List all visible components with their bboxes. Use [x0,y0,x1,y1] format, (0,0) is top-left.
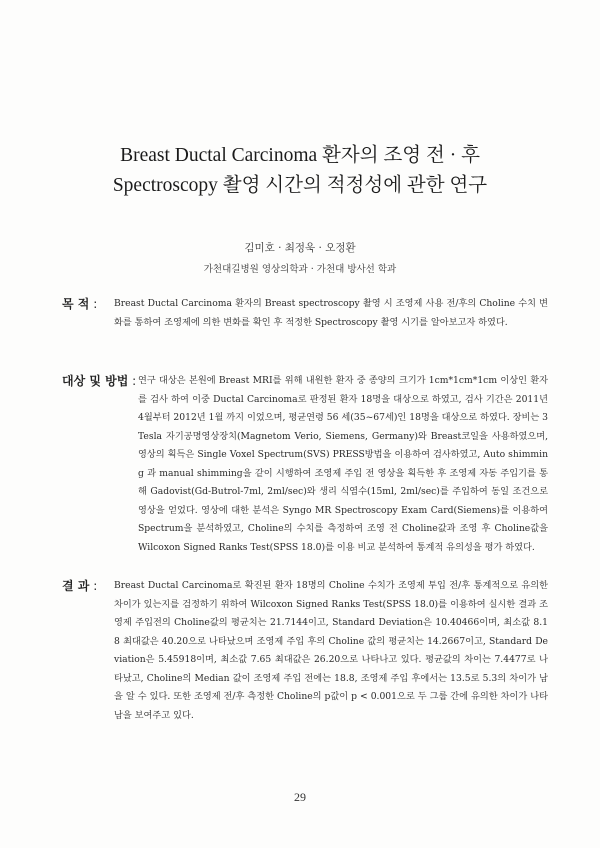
page-number: 29 [294,790,306,804]
title-line-2: Spectroscopy 촬영 시간의 적정성에 관한 연구 [112,175,488,196]
purpose-label: 목 적 : [62,297,98,311]
results-label: 결 과 : [62,579,98,593]
results-label-text: 결 과 [62,579,90,593]
paper-title [40,141,560,201]
affiliation: 가천대길병원 영상의학과 · 가천대 방사선 학과 [203,264,397,275]
authors: 김미호 · 최정욱 · 오정환 [244,242,356,254]
title-line-1: Breast Ductal Carcinoma 환자의 조영 전 · 후 [120,145,480,166]
purpose-label-text: 목 적 [62,297,90,311]
results-text: Breast Ductal Carcinoma로 확진된 환자 18명의 Choline 수치가 조영제 투입 전/후 통계적으로 유의한 차이가 있는지를 검정하기 위하여 Wilcoxon Signed Ranks Test(SPSS 18.0)를 이용하여 실시한 결과 조영제 주입전의 Choline값의 평균치는 21.7144이고, Standard Deviation은 10.40466이며, 최소값 8.18 최대값은 40.20으로 나타났으며 조영제 주입 후의 Choline 값의 평균치는 14.2667이고, Standard Deviation은 5.45918이며, 최소값 7.65 최대값은 26.20으로 나타나고 있다. 평균값의 차이는 7.4477로 나타났고, Choline의 Median 값이 조영제 주입 전에는 18.8, 조영제 주입 후에서는 13.5로 5.3의 차이가 남을 알 수 있다. 또한 조영제 전/후 측정한 Choline의 p값이 p < 0.001으로 두 그룹 간에 유의한 차이가 나타남을 보여주고 있다. [114,580,548,721]
methods-section [62,372,548,562]
purpose-text: Breast Ductal Carcinoma 환자의 Breast spectroscopy 촬영 시 조영제 사용 전/후의 Choline 수치 변화를 통하여 조영제에 의한 변화를 확인 후 적정한 Spectroscopy 촬영 시기를 알아보고자 하였다. [114,298,548,328]
results-section [62,577,548,747]
purpose-section [62,295,548,355]
methods-label-text: 대상 및 방법 [62,374,129,388]
methods-text: 연구 대상은 본원에 Breast MRI를 위해 내원한 환자 중 종양의 크기가 1cm*1cm*1cm 이상인 환자를 검사 하여 이중 Ductal Carcinoma로 판정된 환자 18명을 대상으로 하였고, 검사 기간은 2011년 4월부터 2012년 1월 까지 이었으며, 평균연령 56 세(35~67세)인 18명을 대상으로 하였다. 장비는 3Tesla 자기공명영상장치(Magnetom Verio, Siemens, Germany)와 Breast코일을 사용하였으며, 영상의 획득은 Single Voxel Spectrum(SVS) PRESS방법을 이용하여 검사하였고, Auto shimming 과 manual shimming을 같이 시행하여 조영제 주입 전 영상을 획득한 후 조영제 자동 주입기를 통해 Gadovist(Gd-Butrol-7ml, 2ml/sec)와 생리 식염수(15ml, 2ml/sec)를 주입하여 동일 조건으로 영상을 얻었다. 영상에 대한 분석은 Syngo MR Spectroscopy Exam Card(Siemens)를 이용하여 Spectrum을 분석하였고, Choline의 수치를 측정하여 조영 전 Choline값과 조영 후 Choline값을 Wilcoxon Signed Ranks Test(SPSS 18.0)를 이용 비교 분석하여 통계적 유의성을 평가 하였다. [138,375,548,553]
methods-label: 대상 및 방법 : [62,374,137,388]
